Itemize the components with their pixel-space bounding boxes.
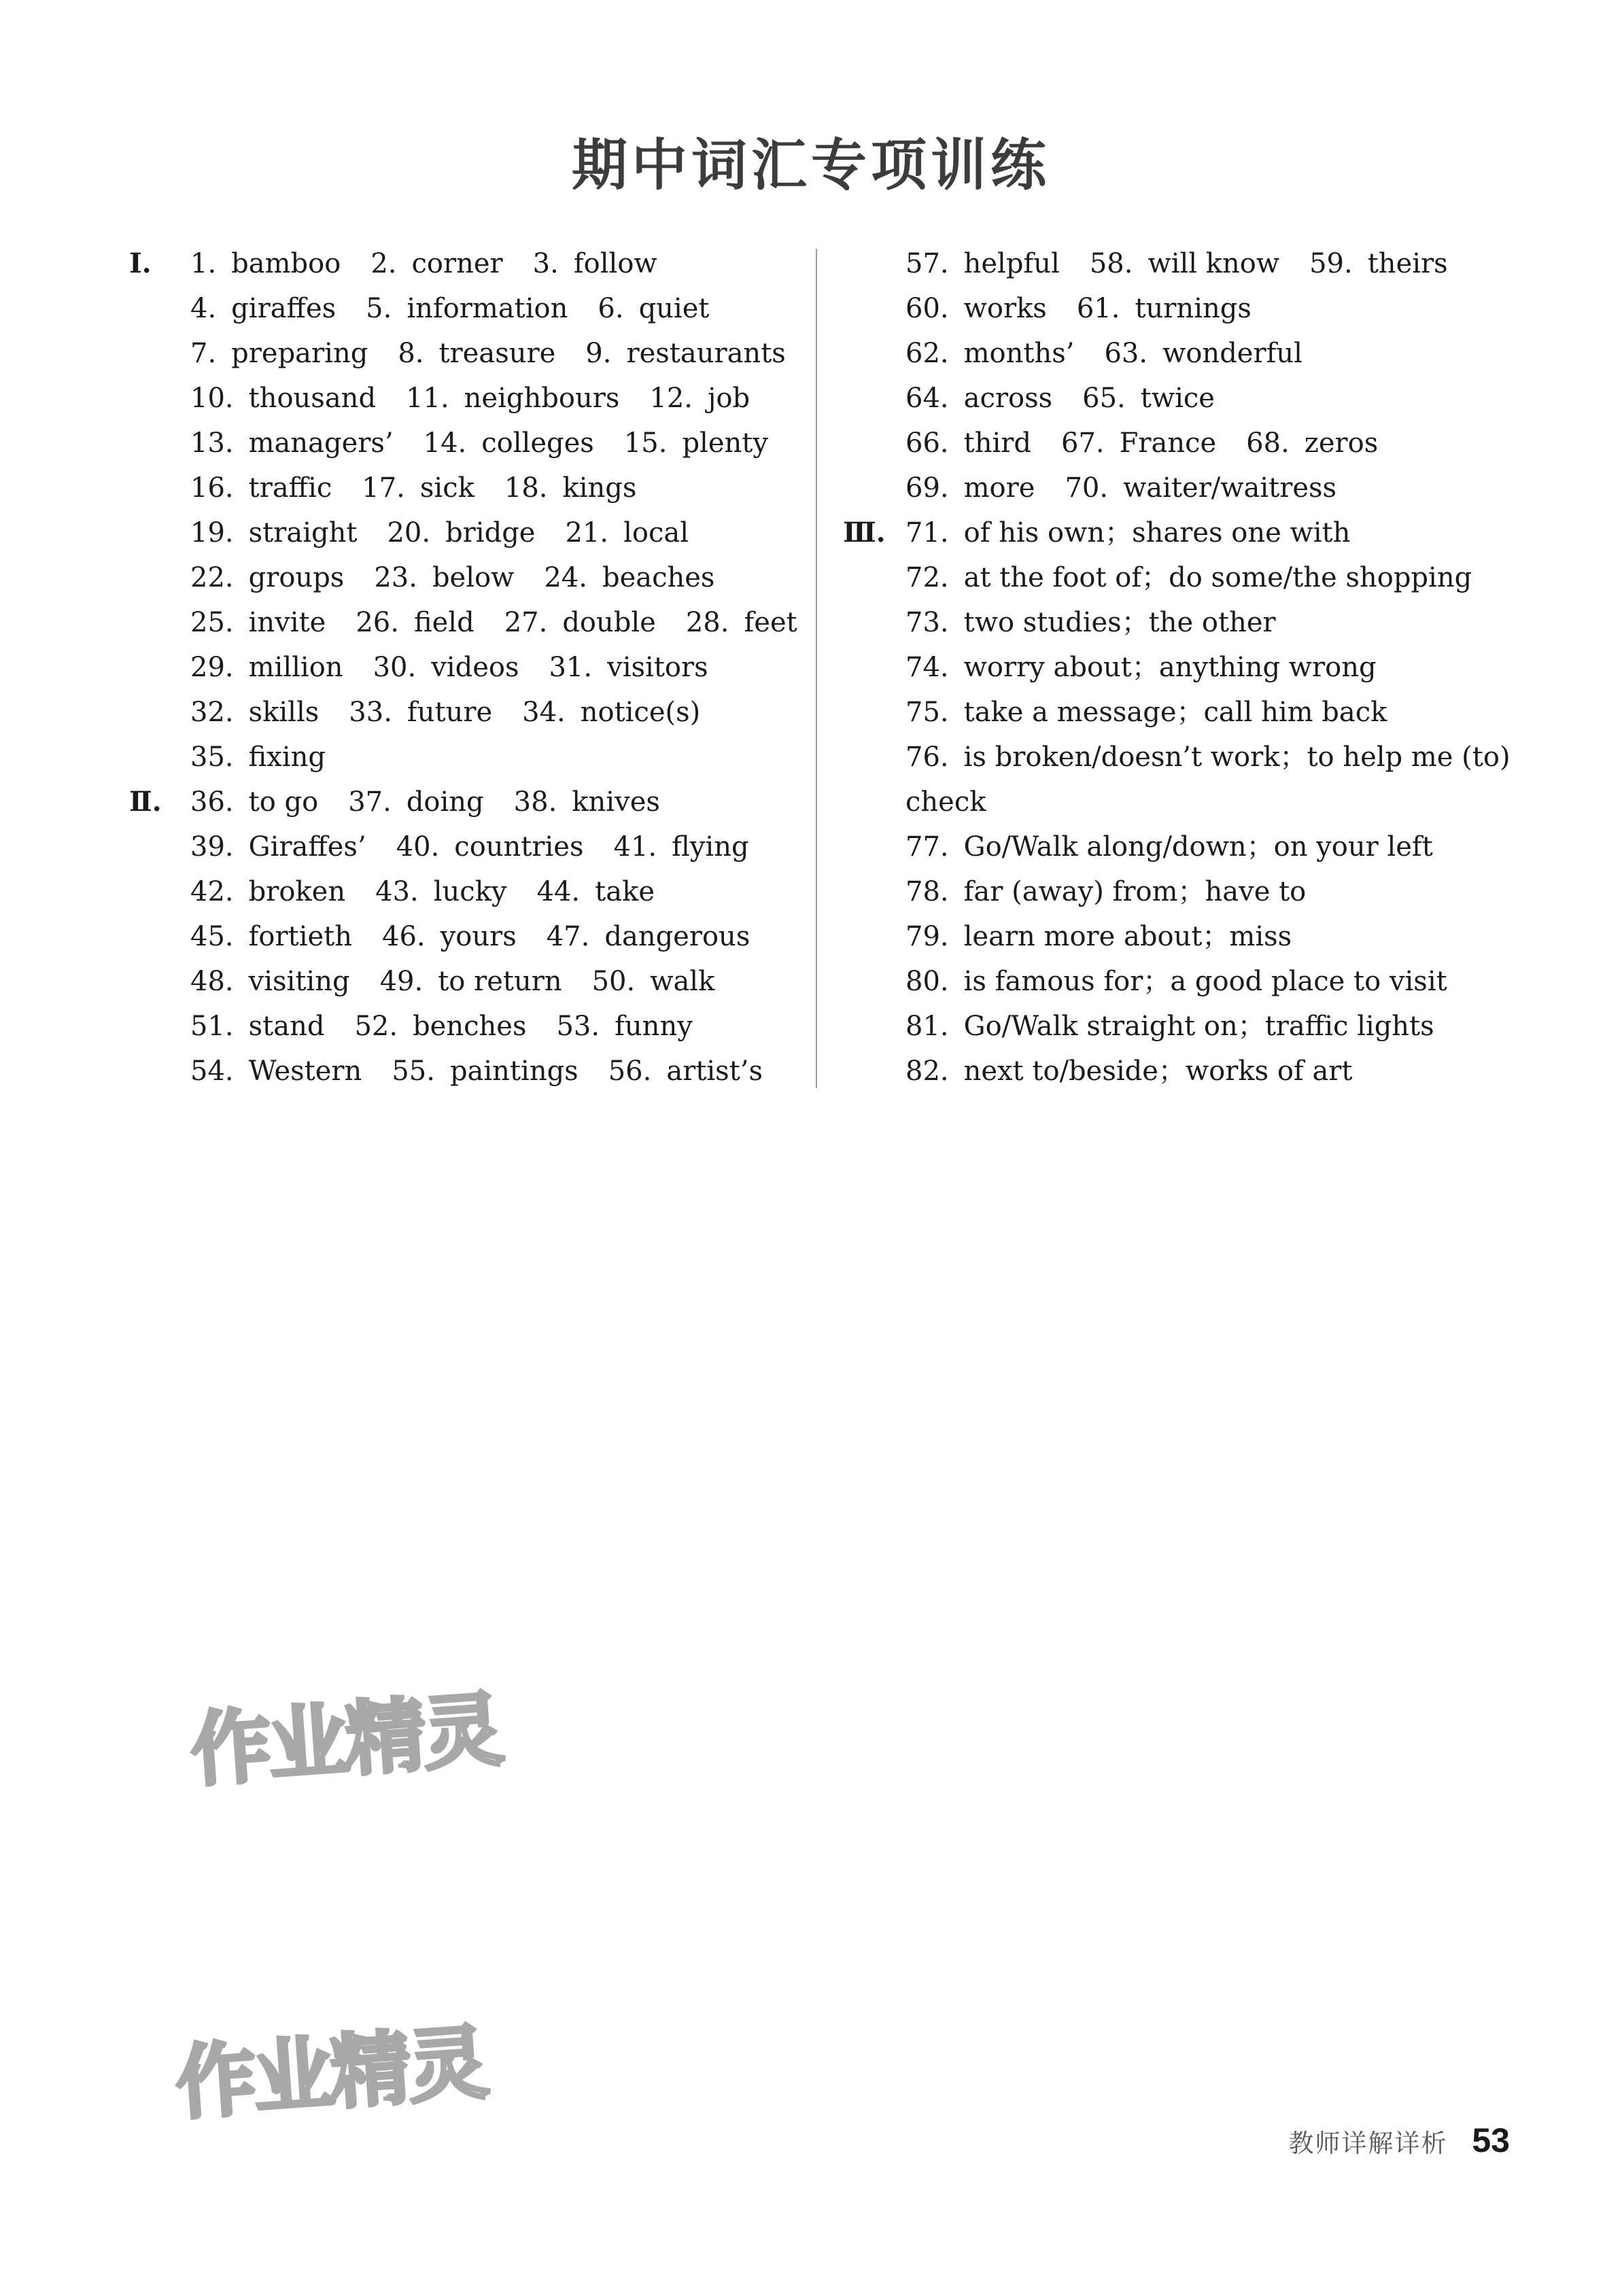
answer-item	[905, 607, 1276, 638]
item-number: 56.	[608, 1056, 652, 1087]
answer-text: is famous for；a good place to visit	[963, 966, 1447, 997]
answer-text: take a message；call him back	[963, 697, 1387, 728]
answer-row	[129, 735, 809, 780]
answer-item	[905, 248, 1060, 279]
answer-row	[129, 286, 809, 331]
answer-item	[905, 1056, 1352, 1087]
answer-row	[129, 780, 809, 824]
answer-row	[129, 421, 809, 466]
answer-item	[1309, 248, 1448, 279]
item-number: 31.	[549, 652, 593, 683]
answer-text: giraffes	[231, 293, 337, 324]
item-number: 14.	[423, 428, 467, 459]
answer-text: benches	[413, 1011, 527, 1042]
item-number: 74.	[905, 652, 949, 683]
answer-text: yours	[440, 921, 517, 952]
answer-row	[843, 959, 1543, 1004]
item-number: 12.	[649, 383, 693, 414]
item-number: 77.	[905, 831, 949, 863]
item-number: 29.	[190, 652, 234, 683]
item-number: 18.	[504, 472, 548, 504]
answer-item	[190, 607, 326, 638]
footer-label: 教师详解详析	[1288, 2129, 1448, 2158]
answer-item	[349, 697, 492, 728]
item-number: 76.	[905, 742, 949, 773]
answer-text: more	[963, 472, 1035, 504]
answer-item	[190, 472, 332, 504]
answer-text: corner	[411, 248, 503, 279]
item-number: 37.	[348, 786, 392, 818]
item-number: 62.	[905, 338, 949, 369]
item-number: 28.	[685, 607, 729, 638]
answer-text: information	[407, 293, 568, 324]
item-number: 7.	[190, 338, 217, 369]
answer-row	[843, 914, 1543, 959]
answer-item	[362, 472, 474, 504]
answer-text: feet	[744, 607, 797, 638]
answer-item	[549, 652, 708, 683]
answer-row	[843, 510, 1543, 555]
answer-text: to go	[248, 786, 319, 818]
item-number: 78.	[905, 876, 949, 907]
item-number: 36.	[190, 786, 234, 818]
item-number: 79.	[905, 921, 949, 952]
answers-right-column	[843, 241, 1543, 1094]
answer-text: check	[905, 786, 986, 818]
answer-text: helpful	[963, 248, 1060, 279]
answer-text: local	[623, 517, 689, 549]
answer-item	[537, 876, 655, 907]
answer-item	[1082, 383, 1215, 414]
item-number: 25.	[190, 607, 234, 638]
item-number: 8.	[398, 338, 424, 369]
item-number: 53.	[556, 1011, 600, 1042]
answer-item	[354, 1011, 526, 1042]
item-number: 41.	[613, 831, 657, 863]
answer-text: will know	[1148, 248, 1280, 279]
answer-text: Go/Walk straight on；traffic lights	[963, 1011, 1434, 1042]
item-number: 34.	[522, 697, 566, 728]
item-number: 33.	[349, 697, 392, 728]
item-number: 71.	[905, 517, 949, 549]
answer-row	[129, 1049, 809, 1094]
answer-item	[905, 338, 1074, 369]
answer-text: notice(s)	[580, 697, 701, 728]
answer-item	[608, 1056, 763, 1087]
item-number: 19.	[190, 517, 234, 549]
item-number: 68.	[1246, 428, 1290, 459]
item-number: 42.	[190, 876, 234, 907]
answer-text: third	[963, 428, 1031, 459]
answer-text: quiet	[638, 293, 710, 324]
item-number: 80.	[905, 966, 949, 997]
answer-item	[649, 383, 750, 414]
answer-item	[905, 921, 1292, 952]
answer-row	[129, 824, 809, 869]
answer-row	[843, 421, 1543, 466]
item-number: 49.	[379, 966, 424, 997]
answer-row	[843, 1004, 1543, 1049]
answer-row	[843, 735, 1543, 780]
answer-text: invite	[248, 607, 326, 638]
answer-item	[905, 1011, 1434, 1042]
item-number: 40.	[396, 831, 440, 863]
item-number: 16.	[190, 472, 234, 504]
answer-item	[190, 338, 368, 369]
answer-text: future	[407, 697, 493, 728]
answer-row	[843, 645, 1543, 690]
answer-row	[843, 824, 1543, 869]
answer-text: skills	[248, 697, 320, 728]
answer-item	[190, 742, 326, 773]
section-marker: Ⅱ.	[129, 786, 162, 818]
answer-item	[547, 921, 750, 952]
watermark-logo: 作业精灵	[173, 2015, 489, 2131]
answer-text: waiter/waitress	[1123, 472, 1337, 504]
answer-text: treasure	[438, 338, 556, 369]
answer-text: knives	[572, 786, 660, 818]
item-number: 30.	[373, 652, 417, 683]
answer-item	[905, 293, 1047, 324]
answer-item	[1065, 472, 1336, 504]
answer-text: videos	[431, 652, 519, 683]
answer-text: worry about；anything wrong	[963, 652, 1377, 683]
answer-item	[905, 428, 1031, 459]
answer-text: neighbours	[464, 383, 620, 414]
answer-item	[905, 831, 1433, 863]
item-number: 24.	[544, 562, 587, 593]
item-number: 48.	[190, 966, 234, 997]
answer-row	[129, 914, 809, 959]
answer-text: below	[432, 562, 515, 593]
answer-item	[373, 652, 519, 683]
answer-text: artist’s	[666, 1056, 763, 1087]
item-number: 63.	[1104, 338, 1148, 369]
item-number: 67.	[1060, 428, 1105, 459]
answer-item	[190, 697, 319, 728]
answer-row	[129, 645, 809, 690]
answer-item	[598, 293, 709, 324]
answer-item	[905, 652, 1377, 683]
answer-row	[843, 555, 1543, 600]
section-marker: Ⅰ.	[129, 247, 152, 279]
answer-text: bamboo	[231, 248, 341, 279]
answer-item	[190, 428, 394, 459]
answer-row	[129, 959, 809, 1004]
answer-row	[843, 241, 1543, 286]
answer-text: double	[562, 607, 656, 638]
answer-row	[843, 376, 1543, 421]
item-number: 69.	[905, 472, 949, 504]
answer-row	[843, 690, 1543, 735]
answer-item	[905, 562, 1472, 593]
item-number: 27.	[504, 607, 548, 638]
answer-text: next to/beside；works of art	[963, 1056, 1353, 1087]
answer-row	[843, 286, 1543, 331]
answer-text: groups	[248, 562, 345, 593]
answer-item	[905, 517, 1350, 549]
answer-row	[843, 1049, 1543, 1094]
answer-text: field	[413, 607, 474, 638]
answer-item	[504, 472, 637, 504]
answer-text: theirs	[1367, 248, 1448, 279]
answer-row	[843, 780, 1543, 824]
answer-item	[190, 517, 357, 549]
answer-item	[190, 921, 352, 952]
answer-item	[905, 966, 1447, 997]
answer-item	[356, 607, 474, 638]
answer-item	[190, 876, 345, 907]
item-number: 9.	[585, 338, 612, 369]
answer-item	[565, 517, 689, 549]
item-number: 82.	[905, 1056, 949, 1087]
item-number: 81.	[905, 1011, 949, 1042]
item-number: 15.	[623, 428, 668, 459]
answer-text: beaches	[602, 562, 715, 593]
answer-item	[614, 831, 749, 863]
answer-text: Western	[248, 1056, 362, 1087]
answer-row	[129, 869, 809, 914]
answer-text: turnings	[1135, 293, 1252, 324]
item-number: 4.	[190, 293, 217, 324]
answer-item	[190, 562, 344, 593]
answer-text: dangerous	[604, 921, 750, 952]
answer-item	[522, 697, 700, 728]
answer-row	[129, 1004, 809, 1049]
item-number: 6.	[598, 293, 624, 324]
item-number: 17.	[362, 472, 405, 504]
answer-item	[374, 562, 514, 593]
answer-item	[366, 293, 568, 324]
answer-text: lucky	[433, 876, 507, 907]
answer-row	[129, 690, 809, 735]
item-number: 50.	[591, 966, 636, 997]
item-number: 64.	[905, 383, 949, 414]
answer-row	[129, 510, 809, 555]
page-footer	[1288, 2121, 1510, 2160]
answer-item	[1077, 293, 1252, 324]
answer-text: at the foot of；do some/the shopping	[963, 562, 1472, 593]
answer-row	[843, 869, 1543, 914]
answer-item	[592, 966, 715, 997]
item-number: 52.	[354, 1011, 398, 1042]
answer-text: to return	[438, 966, 562, 997]
answer-text: funny	[615, 1011, 693, 1042]
answer-row	[843, 331, 1543, 376]
answer-text: job	[708, 383, 750, 414]
answer-text: bridge	[445, 517, 536, 549]
answer-row	[129, 600, 809, 645]
item-number: 73.	[905, 607, 949, 638]
item-number: 65.	[1082, 383, 1126, 414]
answer-item	[1061, 428, 1216, 459]
answer-text: zeros	[1304, 428, 1379, 459]
item-number: 45.	[190, 921, 234, 952]
answer-text: kings	[562, 472, 637, 504]
item-number: 38.	[513, 786, 557, 818]
answer-text: traffic	[248, 472, 332, 504]
answer-item	[380, 966, 562, 997]
item-number: 26.	[356, 607, 399, 638]
answer-text: million	[248, 652, 343, 683]
answer-item	[905, 697, 1387, 728]
answer-text: walk	[650, 966, 715, 997]
item-number: 60.	[905, 293, 949, 324]
answer-text: stand	[248, 1011, 325, 1042]
item-number: 44.	[536, 876, 581, 907]
answer-row	[843, 466, 1543, 510]
answer-item	[348, 786, 483, 818]
answer-item	[905, 876, 1306, 907]
answer-item	[406, 383, 619, 414]
item-number: 3.	[532, 248, 559, 279]
column-divider	[816, 249, 817, 1088]
answer-text: Go/Walk along/down；on your left	[963, 831, 1433, 863]
page-title: 期中词汇专项训练	[571, 133, 1050, 198]
item-number: 72.	[905, 562, 949, 593]
item-number: 2.	[370, 248, 397, 279]
answer-text: sick	[419, 472, 474, 504]
answer-text: Giraffes’	[248, 831, 366, 863]
item-number: 5.	[366, 293, 392, 324]
answer-text: paintings	[449, 1056, 579, 1087]
answer-text: managers’	[248, 428, 394, 459]
answer-item	[375, 876, 506, 907]
item-number: 58.	[1089, 248, 1133, 279]
answer-item	[905, 472, 1035, 504]
answer-item	[370, 248, 502, 279]
answer-text: learn more about；miss	[963, 921, 1292, 952]
answer-text: wonderful	[1162, 338, 1302, 369]
answer-item	[544, 562, 714, 593]
item-number: 55.	[392, 1056, 435, 1087]
item-number: 20.	[387, 517, 431, 549]
item-number: 32.	[190, 697, 234, 728]
answer-item	[387, 517, 535, 549]
item-number: 61.	[1076, 293, 1120, 324]
answer-item	[585, 338, 786, 369]
answer-item	[1090, 248, 1279, 279]
watermark-logo: 作业精灵	[188, 1682, 504, 1798]
page-number: 53	[1472, 2121, 1510, 2159]
answer-item	[624, 428, 768, 459]
answer-item	[556, 1011, 692, 1042]
answer-text: fixing	[248, 742, 326, 773]
answer-text: France	[1119, 428, 1217, 459]
answer-text: two studies；the other	[963, 607, 1276, 638]
item-number: 22.	[190, 562, 234, 593]
answer-item	[398, 338, 555, 369]
item-number: 59.	[1309, 248, 1353, 279]
item-number: 21.	[565, 517, 609, 549]
answer-text: across	[963, 383, 1053, 414]
item-number: 10.	[190, 383, 234, 414]
answer-text: fortieth	[248, 921, 353, 952]
answer-text: visitors	[607, 652, 708, 683]
answer-text: follow	[573, 248, 657, 279]
item-number: 75.	[905, 697, 949, 728]
answer-text: months’	[963, 338, 1075, 369]
answer-item	[905, 742, 1511, 773]
answer-text: broken	[248, 876, 346, 907]
answer-item	[533, 248, 657, 279]
answer-text: thousand	[248, 383, 377, 414]
answer-item	[514, 786, 660, 818]
answer-item	[190, 248, 341, 279]
answer-text: restaurants	[626, 338, 786, 369]
item-number: 43.	[375, 876, 419, 907]
answers-left-column	[129, 241, 809, 1094]
answer-item	[686, 607, 797, 638]
answer-row	[129, 241, 809, 286]
answer-item	[905, 786, 986, 818]
item-number: 46.	[382, 921, 426, 952]
answer-item	[190, 966, 350, 997]
answer-row	[129, 555, 809, 600]
answer-text: far (away) from；have to	[963, 876, 1307, 907]
answer-item	[1246, 428, 1378, 459]
answer-text: plenty	[682, 428, 768, 459]
answer-item	[1104, 338, 1302, 369]
answer-text: twice	[1140, 383, 1215, 414]
answer-item	[905, 383, 1052, 414]
item-number: 35.	[190, 742, 234, 773]
answer-text: visiting	[248, 966, 350, 997]
section-marker: Ⅲ.	[843, 517, 886, 549]
item-number: 57.	[905, 248, 949, 279]
item-number: 39.	[190, 831, 234, 863]
answer-row	[843, 600, 1543, 645]
answer-item	[504, 607, 656, 638]
answer-item	[190, 831, 366, 863]
item-number: 1.	[190, 248, 217, 279]
answer-text: preparing	[231, 338, 368, 369]
answer-item	[190, 1011, 324, 1042]
item-number: 70.	[1065, 472, 1109, 504]
answer-text: straight	[248, 517, 358, 549]
answer-text: of his own；shares one with	[963, 517, 1351, 549]
answer-item	[382, 921, 517, 952]
item-number: 51.	[190, 1011, 234, 1042]
answer-row	[129, 466, 809, 510]
item-number: 47.	[546, 921, 590, 952]
item-number: 54.	[190, 1056, 234, 1087]
answer-item	[396, 831, 584, 863]
answer-text: colleges	[481, 428, 594, 459]
answer-item	[424, 428, 594, 459]
answer-row	[129, 376, 809, 421]
answer-text: works	[963, 293, 1047, 324]
answer-text: countries	[454, 831, 584, 863]
answer-item	[190, 1056, 362, 1087]
item-number: 11.	[406, 383, 449, 414]
answer-text: is broken/doesn’t work；to help me (to)	[963, 742, 1511, 773]
answer-text: doing	[406, 786, 484, 818]
answer-item	[190, 786, 318, 818]
answer-item	[392, 1056, 578, 1087]
item-number: 66.	[905, 428, 949, 459]
item-number: 23.	[374, 562, 417, 593]
answer-item	[190, 652, 343, 683]
answer-item	[190, 293, 336, 324]
answer-row	[129, 331, 809, 376]
answer-text: flying	[672, 831, 749, 863]
answer-item	[190, 383, 376, 414]
answer-text: take	[595, 876, 655, 907]
item-number: 13.	[190, 428, 234, 459]
